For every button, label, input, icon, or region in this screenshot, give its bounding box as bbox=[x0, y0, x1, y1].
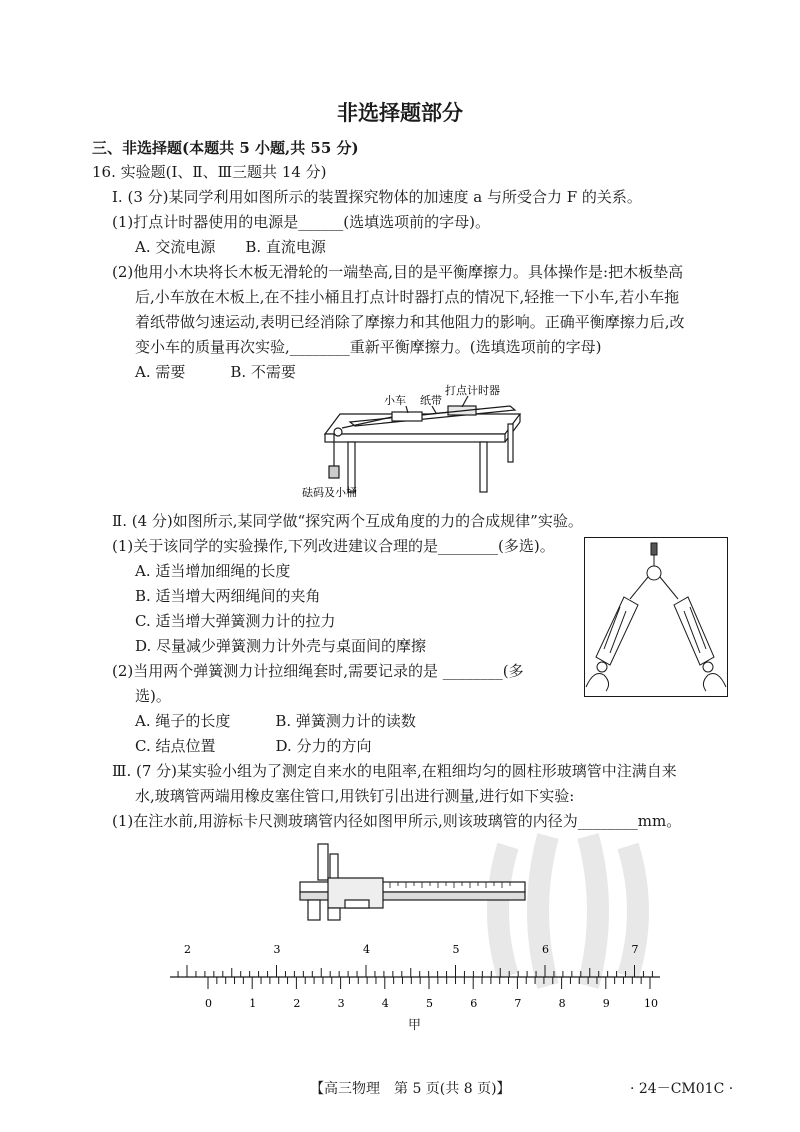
part1-q2-line2: 后,小车放在木板上,在不挂小桶且打点计时器打点的情况下,轻推一下小车,若小车拖 bbox=[135, 288, 680, 306]
section-header: 三、非选择题(本题共 5 小题,共 55 分) bbox=[92, 139, 359, 157]
main-scale-label: 7 bbox=[631, 943, 639, 956]
part1-q2-line1: (2)他用小木块将长木板无滑轮的一端垫高,目的是平衡摩擦力。具体操作是:把木板垫高 bbox=[112, 263, 684, 281]
q16-header: 16. 实验题(Ⅰ、Ⅱ、Ⅲ三题共 14 分) bbox=[92, 163, 327, 181]
vernier-label: 10 bbox=[644, 997, 658, 1010]
label-timer: 打点计时器 bbox=[445, 384, 500, 397]
main-scale-label: 6 bbox=[542, 943, 549, 956]
part1-q2-line4: 变小车的质量再次实验,________重新平衡摩擦力。(选填选项前的字母) bbox=[135, 338, 602, 356]
vernier-label: 6 bbox=[470, 997, 478, 1010]
label-weights: 砝码及小桶 bbox=[302, 486, 357, 499]
spring-scales-figure bbox=[584, 537, 728, 697]
cart-apparatus-figure bbox=[302, 384, 540, 504]
vernier-label: 4 bbox=[381, 997, 389, 1010]
vernier-label: 5 bbox=[426, 997, 433, 1010]
part2-q2-line2: 选)。 bbox=[135, 687, 171, 705]
part2-option-c: C. 适当增大弹簧测力计的拉力 bbox=[135, 612, 336, 630]
vernier-label: 8 bbox=[558, 997, 566, 1010]
part3-intro-line1: Ⅲ. (7 分)某实验小组为了测定自来水的电阻率,在粗细均匀的圆柱形玻璃管中注满自来 bbox=[112, 762, 677, 780]
part2-q2-line1: (2)当用两个弹簧测力计拉细绳套时,需要记录的是 ________(多 bbox=[112, 662, 524, 680]
figure-caption-jia: 甲 bbox=[408, 1018, 422, 1033]
main-scale-label: 3 bbox=[273, 943, 281, 956]
caliper-figure bbox=[290, 840, 530, 920]
footer-code: · 24－CM01C · bbox=[630, 1081, 734, 1097]
vernier-label: 1 bbox=[249, 997, 257, 1010]
vernier-label: 7 bbox=[514, 997, 522, 1010]
part3-intro-line2: 水,玻璃管两端用橡皮塞住管口,用铁钉引出进行测量,进行如下实验: bbox=[135, 787, 575, 805]
part1-q1-options: A. 交流电源 B. 直流电源 bbox=[135, 238, 326, 256]
vernier-label: 3 bbox=[337, 997, 345, 1010]
vernier-label: 0 bbox=[205, 997, 212, 1010]
part3-q1: (1)在注水前,用游标卡尺测玻璃管内径如图甲所示,则该玻璃管的内径为________mm。 bbox=[112, 812, 682, 830]
part2-q2-options-cd: C. 结点位置 D. 分力的方向 bbox=[135, 737, 372, 755]
main-scale-label: 5 bbox=[452, 943, 460, 956]
vernier-scale-figure bbox=[160, 935, 670, 1015]
part1-q2-options: A. 需要 B. 不需要 bbox=[135, 363, 296, 381]
main-scale-label: 4 bbox=[363, 943, 370, 956]
footer-page-info: 【高三物理 第 5 页(共 8 页)】 bbox=[310, 1081, 511, 1097]
label-tape: 纸带 bbox=[420, 394, 442, 407]
vernier-label: 2 bbox=[293, 997, 301, 1010]
part2-q2-options-ab: A. 绳子的长度 B. 弹簧测力计的读数 bbox=[135, 712, 416, 730]
part1-q2-line3: 着纸带做匀速运动,表明已经消除了摩擦力和其他阻力的影响。正确平衡摩擦力后,改 bbox=[135, 313, 685, 331]
part2-option-a: A. 适当增加细绳的长度 bbox=[135, 562, 291, 580]
part1-q1: (1)打点计时器使用的电源是______(选填选项前的字母)。 bbox=[112, 213, 490, 231]
page-title: 非选择题部分 bbox=[337, 101, 463, 125]
part2-intro: Ⅱ. (4 分)如图所示,某同学做“探究两个互成角度的力的合成规律”实验。 bbox=[112, 512, 583, 530]
part2-q1: (1)关于该同学的实验操作,下列改进建议合理的是________(多选)。 bbox=[112, 537, 555, 555]
label-cart: 小车 bbox=[384, 394, 406, 407]
part2-option-d: D. 尽量减少弹簧测力计外壳与桌面间的摩擦 bbox=[135, 637, 427, 655]
vernier-label: 9 bbox=[602, 997, 610, 1010]
part2-option-b: B. 适当增大两细绳间的夹角 bbox=[135, 587, 321, 605]
main-scale-label: 2 bbox=[184, 943, 191, 956]
part1-intro: Ⅰ. (3 分)某同学利用如图所示的装置探究物体的加速度 a 与所受合力 F 的关系。 bbox=[112, 188, 642, 206]
